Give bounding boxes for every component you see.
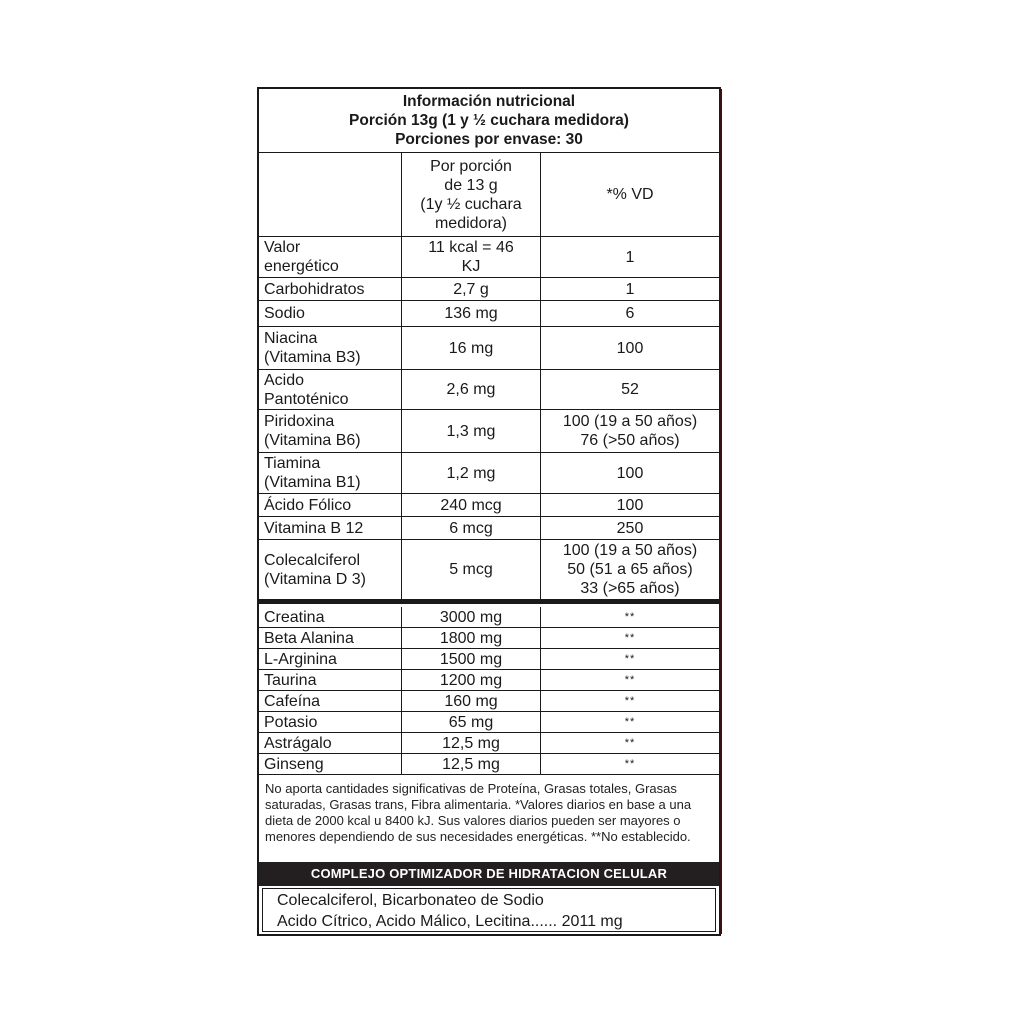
ingredient-vd: ** bbox=[624, 652, 636, 665]
ingredient-amount: 12,5 mg bbox=[402, 733, 541, 753]
nutrient-name bbox=[259, 453, 402, 493]
nutrient-name bbox=[259, 278, 402, 300]
nutrient-name-line: (Vitamina B6) bbox=[264, 432, 361, 449]
nutrient-name-line: (Vitamina B3) bbox=[264, 349, 361, 366]
nutrient-amount-line: 240 mcg bbox=[440, 496, 502, 514]
nutrition-facts-label bbox=[257, 87, 721, 936]
nutrient-amount-line: 6 mcg bbox=[449, 519, 493, 537]
nutrient-amount-lines bbox=[447, 380, 496, 399]
nutrient-vd-line: 1 bbox=[625, 248, 635, 266]
ingredient-vd: ** bbox=[624, 715, 636, 728]
nutrient-name-line: (Vitamina D 3) bbox=[264, 570, 366, 588]
nutrient-vd-lines bbox=[626, 280, 635, 299]
ingredient-name: Creatina bbox=[259, 607, 402, 627]
nutrient-vd bbox=[541, 517, 719, 539]
nutrient-row bbox=[259, 517, 719, 540]
nutrient-amount bbox=[402, 517, 541, 539]
ingredient-row bbox=[259, 754, 719, 775]
nutrient-name-lines bbox=[264, 371, 349, 409]
nutrient-vd-line: 100 (19 a 50 años) bbox=[562, 542, 698, 559]
nutrient-name-line: Piridoxina bbox=[264, 413, 335, 430]
label-title: Información nutricional bbox=[402, 93, 576, 110]
nutrient-name-line: Tiamina bbox=[264, 455, 321, 472]
per-portion-line: (1y ½ cuchara bbox=[420, 195, 522, 213]
nutrient-amount bbox=[402, 540, 541, 599]
nutrient-vd-line: 6 bbox=[625, 305, 635, 322]
ingredient-name: Beta Alanina bbox=[259, 628, 402, 648]
nutrient-column-header bbox=[259, 153, 402, 236]
nutrient-name-line: Niacina bbox=[264, 330, 318, 347]
ingredient-amount: 160 mg bbox=[402, 691, 541, 711]
nutrient-row bbox=[259, 370, 719, 410]
nutrient-vd bbox=[541, 278, 719, 300]
servings-per-container: Porciones por envase: 30 bbox=[395, 131, 583, 148]
per-portion-column-header bbox=[402, 153, 541, 236]
ingredient-amount: 3000 mg bbox=[402, 607, 541, 627]
nutrient-amount-line: KJ bbox=[461, 258, 481, 275]
ingredient-amount: 1200 mg bbox=[402, 670, 541, 690]
ingredient-name: Potasio bbox=[259, 712, 402, 732]
nutrient-vd bbox=[541, 494, 719, 516]
nutrient-amount bbox=[402, 327, 541, 369]
ingredient-row bbox=[259, 712, 719, 733]
nutrient-amount-lines bbox=[449, 560, 493, 579]
nutrient-vd bbox=[541, 327, 719, 369]
nutrient-name-lines bbox=[264, 304, 305, 323]
nutrient-vd-line: 1 bbox=[625, 280, 635, 298]
nutrient-amount-lines bbox=[444, 304, 497, 323]
nutrient-row bbox=[259, 453, 719, 494]
nutrient-vd-lines bbox=[621, 380, 639, 399]
nutrient-row bbox=[259, 540, 719, 604]
nutrient-vd bbox=[541, 370, 719, 409]
nutrient-vd bbox=[541, 453, 719, 493]
nutrient-row bbox=[259, 327, 719, 370]
nutrient-vd-line: 76 (>50 años) bbox=[580, 432, 680, 449]
nutrient-vd-lines bbox=[617, 496, 644, 515]
nutrient-vd-lines bbox=[626, 304, 635, 323]
nutrient-row bbox=[259, 494, 719, 517]
ingredient-name: Ginseng bbox=[259, 754, 402, 774]
ingredient-vd: ** bbox=[624, 736, 636, 749]
nutrient-name-lines bbox=[264, 496, 351, 515]
ingredient-vd: ** bbox=[624, 757, 636, 770]
complex-ingredients-box bbox=[262, 888, 716, 932]
ingredient-name: Cafeína bbox=[259, 691, 402, 711]
nutrient-name bbox=[259, 410, 402, 452]
nutrient-name bbox=[259, 301, 402, 326]
complex-title-bar: COMPLEJO OPTIMIZADOR DE HIDRATACION CELULAR bbox=[259, 862, 719, 886]
nutrient-name bbox=[259, 237, 402, 277]
nutrient-vd bbox=[541, 301, 719, 326]
nutrient-vd-line: 50 (51 a 65 años) bbox=[567, 561, 693, 578]
ingredient-vd: ** bbox=[624, 610, 636, 623]
nutrient-amount-line: 11 kcal = 46 bbox=[428, 239, 514, 256]
nutrient-amount bbox=[402, 237, 541, 277]
nutrient-amount bbox=[402, 410, 541, 452]
nutrient-amount-line: 1,2 mg bbox=[446, 464, 496, 482]
nutrient-name-lines bbox=[264, 280, 365, 299]
nutrient-vd bbox=[541, 410, 719, 452]
nutrient-vd-lines bbox=[563, 541, 697, 598]
column-header-row bbox=[259, 153, 719, 237]
nutrient-name-line: Pantoténico bbox=[264, 390, 349, 408]
ingredient-amount: 65 mg bbox=[402, 712, 541, 732]
ingredient-amount: 1500 mg bbox=[402, 649, 541, 669]
nutrient-amount bbox=[402, 278, 541, 300]
ingredient-row bbox=[259, 691, 719, 712]
nutrient-name bbox=[259, 540, 402, 599]
nutrient-amount-lines bbox=[440, 496, 501, 515]
nutrient-vd-lines bbox=[617, 464, 644, 483]
nutrient-name-line: Ácido Fólico bbox=[264, 496, 352, 514]
nutrient-name-lines bbox=[264, 454, 361, 492]
nutrient-name-lines bbox=[264, 238, 339, 276]
nutrient-row bbox=[259, 410, 719, 453]
nutrient-name bbox=[259, 517, 402, 539]
nutrient-name-lines bbox=[264, 412, 361, 450]
nutrient-name-line: Acido bbox=[264, 371, 305, 389]
nutrient-vd-lines bbox=[626, 248, 635, 267]
nutrient-amount-line: 2,6 mg bbox=[446, 381, 496, 398]
nutrient-row bbox=[259, 301, 719, 327]
nutrient-vd bbox=[541, 237, 719, 277]
nutrient-vd-line: 100 (19 a 50 años) bbox=[562, 413, 698, 430]
ingredient-vd: ** bbox=[624, 631, 636, 644]
ingredient-row bbox=[259, 649, 719, 670]
ingredient-amount: 12,5 mg bbox=[402, 754, 541, 774]
ingredient-vd: ** bbox=[624, 673, 636, 686]
ingredient-name: Taurina bbox=[259, 670, 402, 690]
nutrient-amount bbox=[402, 370, 541, 409]
nutrient-vd-line: 100 bbox=[616, 496, 644, 514]
label-header bbox=[259, 89, 719, 153]
nutrient-amount-line: 1,3 mg bbox=[446, 422, 496, 440]
nutrient-name-lines bbox=[264, 519, 363, 538]
nutrient-row bbox=[259, 237, 719, 278]
nutrient-amount-line: 136 mg bbox=[444, 305, 498, 322]
nutrient-vd-lines bbox=[617, 339, 644, 358]
nutrient-name-line: Valor bbox=[264, 239, 301, 256]
nutrient-amount-lines bbox=[449, 339, 493, 358]
complex-line: Colecalciferol, Bicarbonateo de Sodio bbox=[277, 892, 544, 909]
ingredient-row bbox=[259, 670, 719, 691]
nutrient-vd-line: 100 bbox=[616, 339, 644, 357]
nutrient-amount-line: 2,7 g bbox=[453, 280, 489, 298]
ingredient-row bbox=[259, 733, 719, 754]
portion-size: Porción 13g (1 y ½ cuchara medidora) bbox=[349, 112, 629, 129]
nutrient-row bbox=[259, 278, 719, 301]
nutrient-name bbox=[259, 494, 402, 516]
complex-line: Acido Cítrico, Acido Málico, Lecitina...... 2011 mg bbox=[277, 913, 623, 930]
nutrient-vd-lines bbox=[617, 519, 644, 538]
nutrient-amount-line: 16 mg bbox=[448, 339, 494, 357]
nutrient-vd bbox=[541, 540, 719, 599]
nutrient-name-line: Vitamina B 12 bbox=[264, 519, 364, 537]
nutrient-name-line: (Vitamina B1) bbox=[264, 474, 361, 491]
nutrient-name-lines bbox=[264, 551, 366, 589]
nutrient-name-line: Sodio bbox=[264, 305, 305, 322]
nutrient-name bbox=[259, 370, 402, 409]
nutrient-vd-line: 52 bbox=[621, 381, 639, 398]
nutrient-vd-line: 250 bbox=[616, 519, 644, 537]
ingredient-name: L-Arginina bbox=[259, 649, 402, 669]
nutrient-name-line: energético bbox=[264, 258, 339, 275]
ingredient-name: Astrágalo bbox=[259, 733, 402, 753]
nutrient-name bbox=[259, 327, 402, 369]
ingredient-amount: 1800 mg bbox=[402, 628, 541, 648]
nutrient-amount-lines bbox=[453, 280, 489, 299]
nutrient-amount-lines bbox=[449, 519, 493, 538]
ingredient-vd: ** bbox=[624, 694, 636, 707]
per-portion-line: de 13 g bbox=[444, 176, 498, 194]
vd-column-header: *% VD bbox=[606, 186, 654, 203]
nutrient-amount-lines bbox=[447, 422, 496, 441]
nutrient-amount bbox=[402, 494, 541, 516]
nutrient-vd-line: 33 (>65 años) bbox=[580, 580, 680, 597]
nutrient-name-line: Carbohidratos bbox=[264, 280, 365, 298]
nutrient-amount-lines bbox=[428, 238, 514, 276]
nutrient-amount-line: 5 mcg bbox=[449, 561, 493, 578]
ingredient-row bbox=[259, 607, 719, 628]
nutrient-name-line: Colecalciferol bbox=[264, 551, 361, 569]
nutrient-name-lines bbox=[264, 329, 361, 367]
nutrient-vd-lines bbox=[563, 412, 697, 450]
nutrient-amount bbox=[402, 453, 541, 493]
per-portion-line: medidora) bbox=[434, 214, 507, 232]
footnote: No aporta cantidades significativas de Proteína, Grasas totales, Grasas saturadas, Grasas trans, Fibra alimentaria. *Valores diarios en base a una dieta de 2000 kcal u 8400 kJ. Sus valores diarios pueden ser mayores o menores dependiendo de sus necesidades energéticas. **No establecido. bbox=[265, 781, 692, 844]
nutrient-vd-line: 100 bbox=[616, 464, 644, 482]
nutrient-amount bbox=[402, 301, 541, 326]
nutrient-amount-lines bbox=[447, 464, 496, 483]
ingredient-row bbox=[259, 628, 719, 649]
per-portion-line: Por porción bbox=[430, 157, 512, 175]
